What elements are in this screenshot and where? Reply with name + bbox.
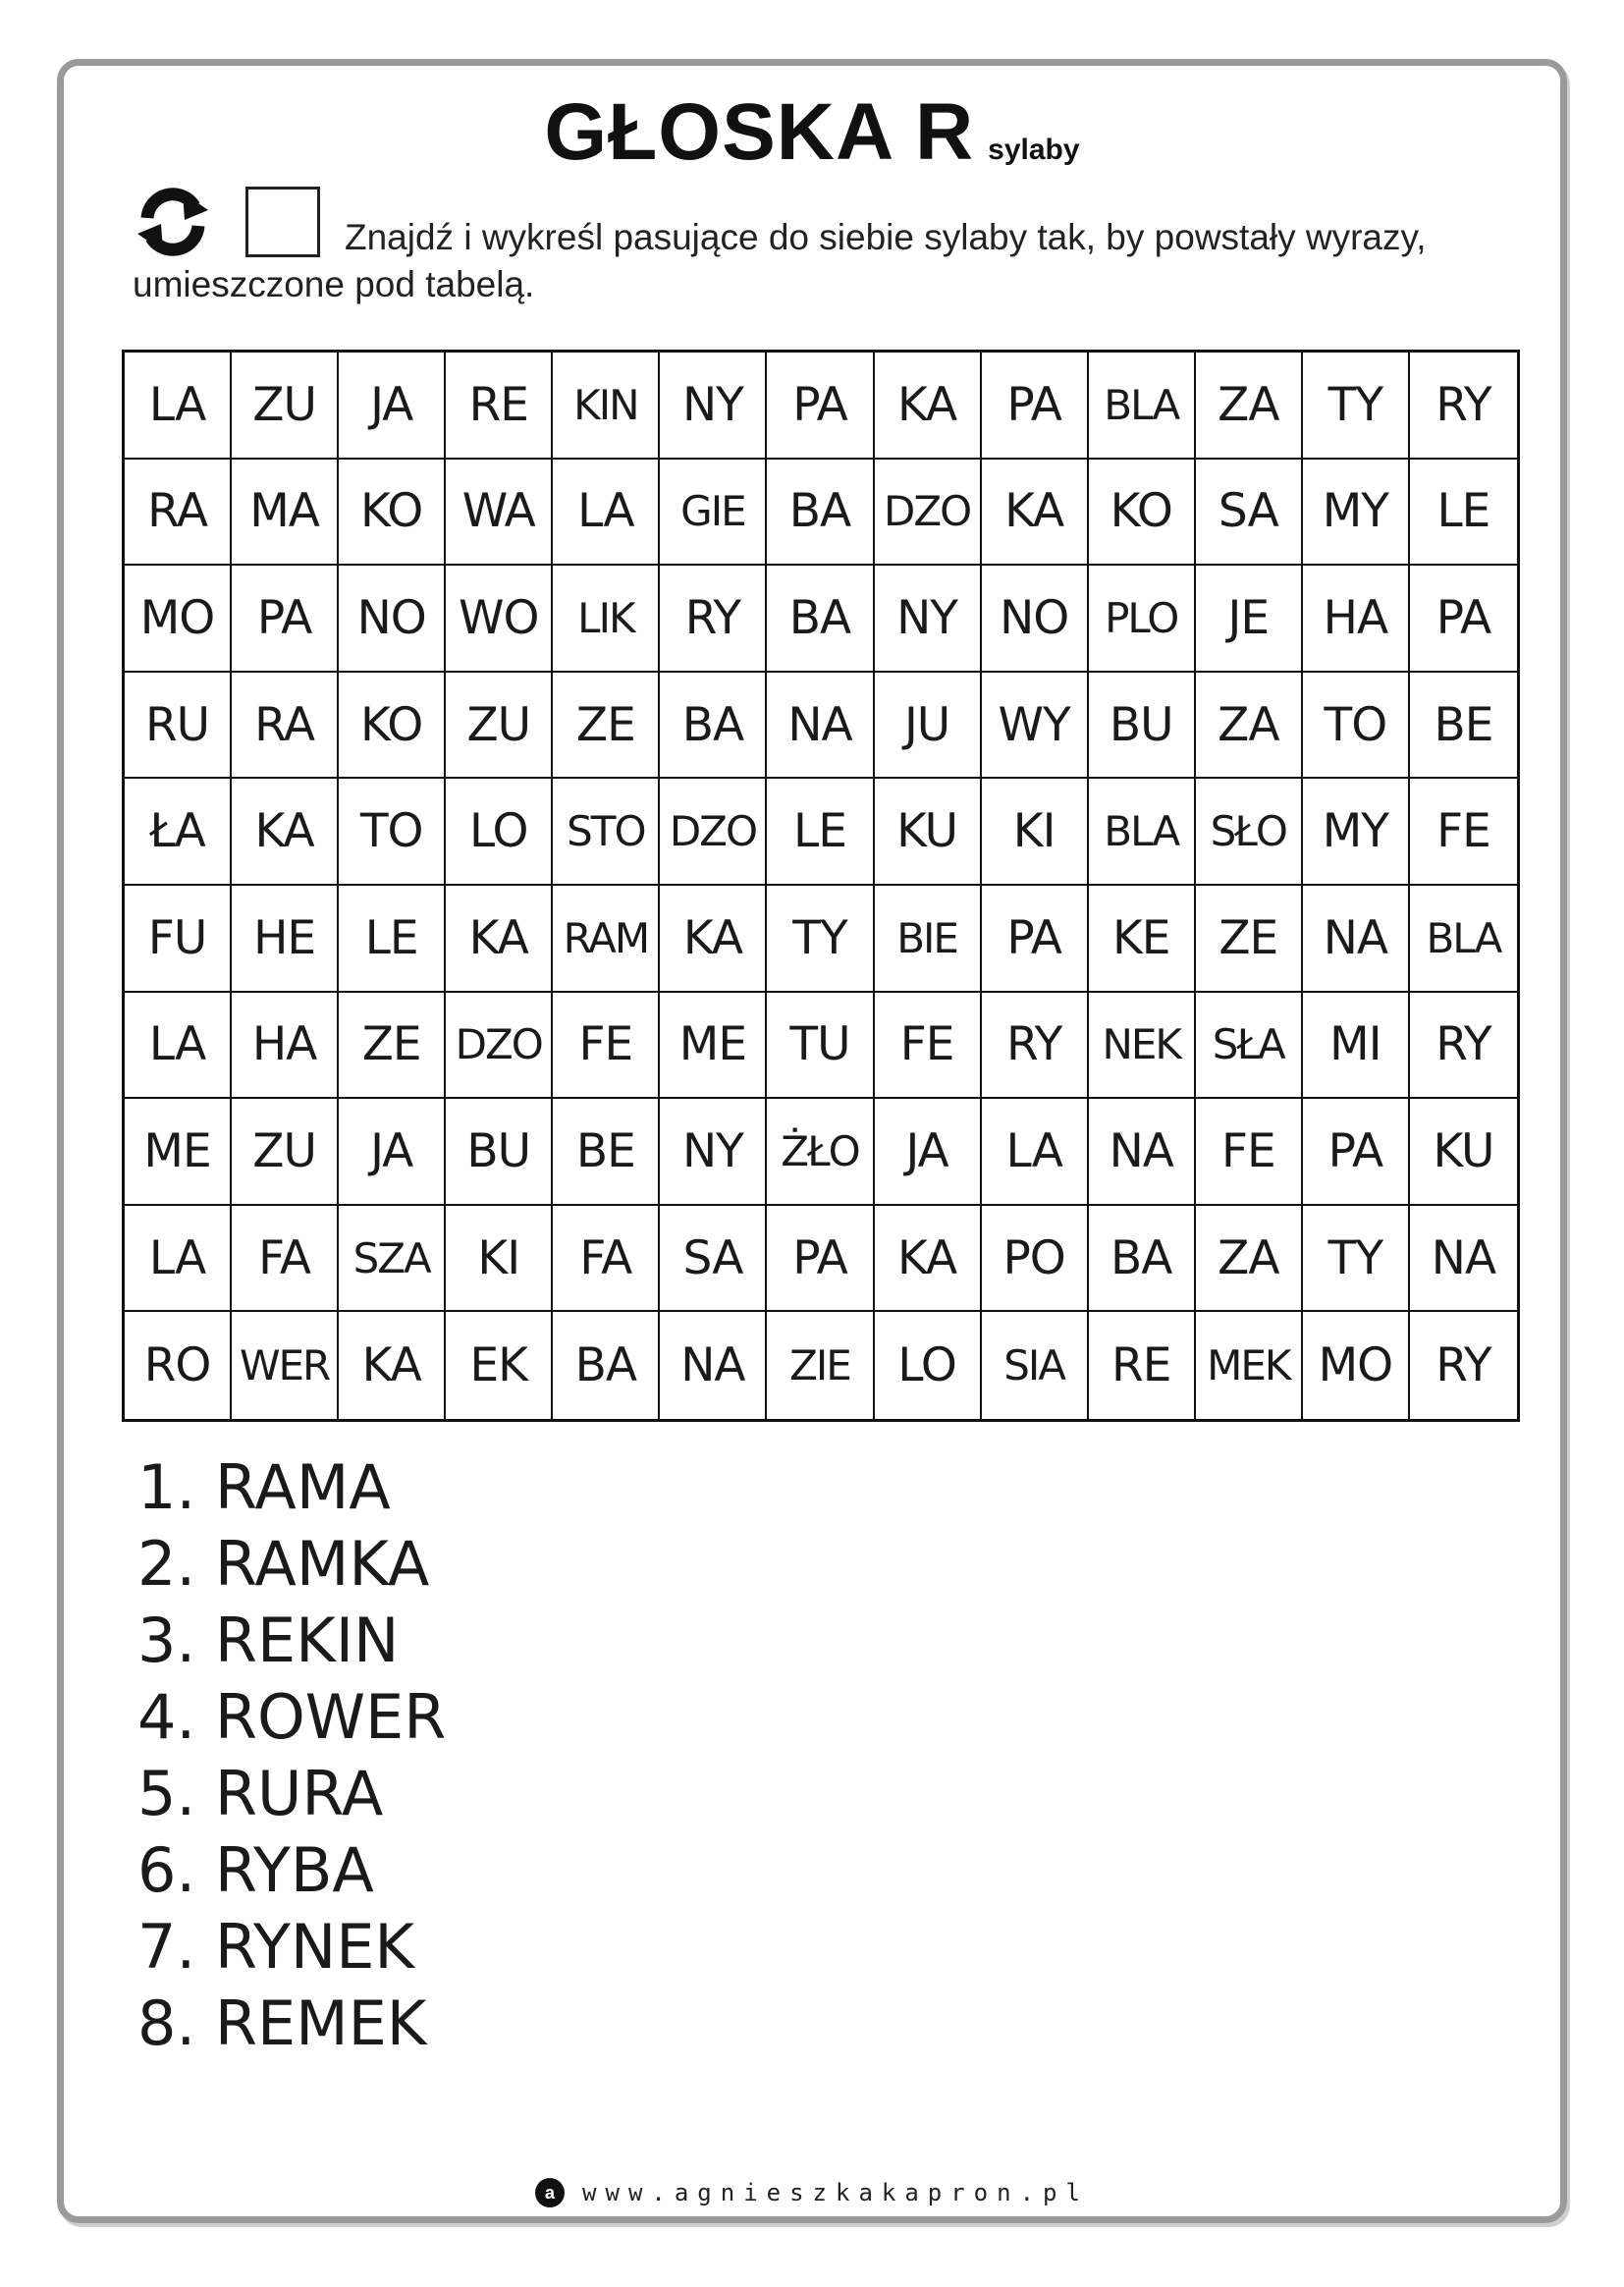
grid-cell[interactable]: PLO bbox=[1089, 566, 1196, 673]
word-item: 6. RYBA bbox=[137, 1834, 374, 1906]
grid-cell[interactable]: NY bbox=[875, 566, 982, 673]
grid-cell[interactable]: EK bbox=[446, 1312, 553, 1419]
grid-cell[interactable]: RY bbox=[1410, 353, 1517, 460]
grid-cell[interactable]: LA bbox=[982, 1099, 1089, 1206]
word-item: 2. RAMKA bbox=[137, 1528, 430, 1600]
grid-cell[interactable]: RO bbox=[125, 1312, 232, 1419]
grid-cell[interactable]: BA bbox=[1089, 1206, 1196, 1313]
grid-cell[interactable]: ME bbox=[125, 1099, 232, 1206]
grid-cell[interactable]: WA bbox=[446, 460, 553, 567]
grid-cell[interactable]: ZU bbox=[232, 1099, 339, 1206]
grid-cell[interactable]: KA bbox=[875, 353, 982, 460]
grid-cell[interactable]: NA bbox=[1089, 1099, 1196, 1206]
grid-cell[interactable]: FE bbox=[1410, 779, 1517, 886]
grid-cell[interactable]: ME bbox=[660, 993, 767, 1100]
grid-cell[interactable]: WER bbox=[232, 1312, 339, 1419]
grid-cell[interactable]: LO bbox=[875, 1312, 982, 1419]
grid-cell[interactable]: WY bbox=[982, 673, 1089, 780]
word-list bbox=[137, 1449, 446, 2062]
grid-cell[interactable]: FA bbox=[232, 1206, 339, 1313]
grid-cell[interactable]: NO bbox=[982, 566, 1089, 673]
grid-cell[interactable]: SA bbox=[1196, 460, 1303, 567]
grid-cell[interactable]: LE bbox=[1410, 460, 1517, 567]
footer bbox=[0, 2178, 1624, 2207]
word-item: 8. REMEK bbox=[137, 1988, 427, 2059]
grid-cell[interactable]: GIE bbox=[660, 460, 767, 567]
grid-cell[interactable]: BLA bbox=[1410, 886, 1517, 993]
grid-cell[interactable]: MO bbox=[1303, 1312, 1410, 1419]
grid-cell[interactable]: RY bbox=[982, 993, 1089, 1100]
grid-cell[interactable]: ZE bbox=[1196, 886, 1303, 993]
grid-cell[interactable]: LA bbox=[125, 1206, 232, 1313]
grid-cell[interactable]: PA bbox=[982, 886, 1089, 993]
grid-cell[interactable]: BA bbox=[767, 566, 874, 673]
grid-cell[interactable]: ZIE bbox=[767, 1312, 874, 1419]
grid-cell[interactable]: KA bbox=[660, 886, 767, 993]
grid-cell[interactable]: MY bbox=[1303, 779, 1410, 886]
footer-url: www.agnieszkakapron.pl bbox=[582, 2179, 1089, 2206]
grid-cell[interactable]: NY bbox=[660, 353, 767, 460]
grid-cell[interactable]: BLA bbox=[1089, 779, 1196, 886]
grid-cell[interactable]: KI bbox=[446, 1206, 553, 1313]
grid-cell[interactable]: JA bbox=[339, 1099, 446, 1206]
grid-cell[interactable]: MO bbox=[125, 566, 232, 673]
grid-cell[interactable]: DZO bbox=[660, 779, 767, 886]
grid-cell[interactable]: BA bbox=[660, 673, 767, 780]
grid-cell[interactable]: NA bbox=[1303, 886, 1410, 993]
grid-cell[interactable]: KO bbox=[339, 673, 446, 780]
grid-cell[interactable]: KU bbox=[1410, 1099, 1517, 1206]
grid-cell[interactable]: JU bbox=[875, 673, 982, 780]
grid-cell[interactable]: HA bbox=[232, 993, 339, 1100]
grid-cell[interactable]: KA bbox=[446, 886, 553, 993]
grid-cell[interactable]: RE bbox=[446, 353, 553, 460]
grid-cell[interactable]: DZO bbox=[875, 460, 982, 567]
grid-cell[interactable]: RA bbox=[232, 673, 339, 780]
grid-cell[interactable]: PA bbox=[1410, 566, 1517, 673]
grid-cell[interactable]: TO bbox=[1303, 673, 1410, 780]
grid-cell[interactable]: SŁO bbox=[1196, 779, 1303, 886]
grid-cell[interactable]: TY bbox=[767, 886, 874, 993]
word-item: 3. REKIN bbox=[137, 1605, 400, 1676]
grid-cell[interactable]: PA bbox=[767, 353, 874, 460]
grid-cell[interactable]: PA bbox=[1303, 1099, 1410, 1206]
grid-cell[interactable]: RY bbox=[1435, 1338, 1491, 1393]
grid-cell[interactable]: HA bbox=[1303, 566, 1410, 673]
title-sub: sylaby bbox=[988, 134, 1080, 166]
logo-icon: a bbox=[535, 2178, 565, 2207]
grid-cell[interactable]: TO bbox=[339, 779, 446, 886]
grid-cell[interactable]: ŻŁO bbox=[767, 1099, 874, 1206]
grid-cell[interactable]: BLA bbox=[1089, 353, 1196, 460]
grid-cell[interactable]: KA bbox=[232, 779, 339, 886]
grid-cell[interactable]: PA bbox=[767, 1206, 874, 1313]
grid-cell[interactable]: SZA bbox=[339, 1206, 446, 1313]
grid-cell[interactable]: NY bbox=[660, 1099, 767, 1206]
grid-cell[interactable]: KO bbox=[339, 460, 446, 567]
grid-cell[interactable]: TY bbox=[1303, 1206, 1410, 1313]
word-item: 5. RURA bbox=[137, 1758, 384, 1829]
grid-cell[interactable]: LE bbox=[339, 886, 446, 993]
page-title bbox=[0, 86, 1624, 179]
grid-cell[interactable]: ZA bbox=[1196, 353, 1303, 460]
grid-cell[interactable]: MA bbox=[232, 460, 339, 567]
grid-cell[interactable]: ZU bbox=[232, 353, 339, 460]
grid-cell[interactable]: LA bbox=[125, 353, 232, 460]
grid-cell[interactable]: KA bbox=[339, 1312, 446, 1419]
grid-cell[interactable]: PA bbox=[232, 566, 339, 673]
grid-cell[interactable]: NA bbox=[767, 673, 874, 780]
grid-cell[interactable]: FE bbox=[1196, 1099, 1303, 1206]
grid-cell[interactable]: BIE bbox=[875, 886, 982, 993]
syllable-grid bbox=[122, 350, 1520, 1422]
grid-cell[interactable]: PA bbox=[982, 353, 1089, 460]
grid-cell[interactable]: RY bbox=[1410, 993, 1517, 1100]
grid-cell[interactable]: FE bbox=[553, 993, 660, 1100]
grid-cell[interactable]: SŁA bbox=[1196, 993, 1303, 1100]
grid-cell[interactable]: NO bbox=[339, 566, 446, 673]
grid-cell[interactable]: SA bbox=[660, 1206, 767, 1313]
grid-cell[interactable]: BU bbox=[446, 1099, 553, 1206]
grid-cell[interactable]: NEK bbox=[1089, 993, 1196, 1100]
grid-cell[interactable]: KI bbox=[982, 779, 1089, 886]
title-main: GŁOSKA R bbox=[544, 87, 975, 177]
grid-cell[interactable]: LIK bbox=[553, 566, 660, 673]
grid-cell[interactable]: HE bbox=[232, 886, 339, 993]
grid-cell[interactable]: KA bbox=[982, 460, 1089, 567]
grid-cell[interactable]: NA bbox=[660, 1312, 767, 1419]
grid-cell[interactable]: RU bbox=[125, 673, 232, 780]
grid-cell[interactable]: FA bbox=[553, 1206, 660, 1313]
grid-cell[interactable]: KIN bbox=[553, 353, 660, 460]
instruction-text: Znajdź i wykreśl pasujące do siebie sylaby tak, by powstały wyrazy, umieszczone pod tabelą. bbox=[133, 217, 1427, 304]
grid-cell[interactable]: RA bbox=[125, 460, 232, 567]
grid-cell[interactable]: ZE bbox=[339, 993, 446, 1100]
grid-cell[interactable]: ZA bbox=[1196, 673, 1303, 780]
grid-cell[interactable]: WO bbox=[446, 566, 553, 673]
grid-cell[interactable]: TU bbox=[767, 993, 874, 1100]
grid-cell[interactable]: LA bbox=[553, 460, 660, 567]
grid-cell[interactable]: ZE bbox=[553, 673, 660, 780]
grid-cell[interactable]: BA bbox=[553, 1312, 660, 1419]
grid-cell[interactable]: ŁA bbox=[125, 779, 232, 886]
grid-cell[interactable]: BE bbox=[553, 1099, 660, 1206]
grid-cell[interactable]: ZA bbox=[1196, 1206, 1303, 1313]
grid-cell[interactable]: RE bbox=[1089, 1312, 1196, 1419]
grid-cell[interactable]: FU bbox=[125, 886, 232, 993]
grid-cell[interactable]: MEK bbox=[1196, 1312, 1303, 1419]
grid-cell[interactable]: STO bbox=[553, 779, 660, 886]
grid-cell[interactable]: LE bbox=[767, 779, 874, 886]
word-item: 7. RYNEK bbox=[137, 1911, 415, 1983]
grid-cell[interactable]: JE bbox=[1196, 566, 1303, 673]
grid-cell[interactable]: DZO bbox=[446, 993, 553, 1100]
grid-cell[interactable]: JA bbox=[339, 353, 446, 460]
grid-cell[interactable]: TY bbox=[1303, 353, 1410, 460]
grid-cell[interactable]: KO bbox=[1089, 460, 1196, 567]
word-item: 1. RAMA bbox=[137, 1451, 391, 1523]
grid-cell[interactable]: LA bbox=[125, 993, 232, 1100]
grid-cell[interactable]: SIA bbox=[982, 1312, 1089, 1419]
grid-cell[interactable]: KE bbox=[1089, 886, 1196, 993]
grid-cell[interactable]: BA bbox=[767, 460, 874, 567]
grid-cell[interactable]: LO bbox=[446, 779, 553, 886]
grid-cell[interactable]: BU bbox=[1089, 673, 1196, 780]
grid-cell[interactable]: NA bbox=[1410, 1206, 1517, 1313]
grid-cell[interactable]: RY bbox=[660, 566, 767, 673]
grid-cell[interactable]: RAM bbox=[553, 886, 660, 993]
grid-cell[interactable]: JA bbox=[875, 1099, 982, 1206]
grid-cell[interactable]: MY bbox=[1303, 460, 1410, 567]
grid-cell[interactable]: FE bbox=[875, 993, 982, 1100]
word-item: 4. ROWER bbox=[137, 1681, 447, 1753]
grid-cell[interactable]: MI bbox=[1303, 993, 1410, 1100]
grid-cell[interactable]: BE bbox=[1410, 673, 1517, 780]
grid-cell[interactable]: KU bbox=[875, 779, 982, 886]
grid-cell[interactable]: KA bbox=[875, 1206, 982, 1313]
grid-cell[interactable]: PO bbox=[982, 1206, 1089, 1313]
grid-cell[interactable]: ZU bbox=[446, 673, 553, 780]
